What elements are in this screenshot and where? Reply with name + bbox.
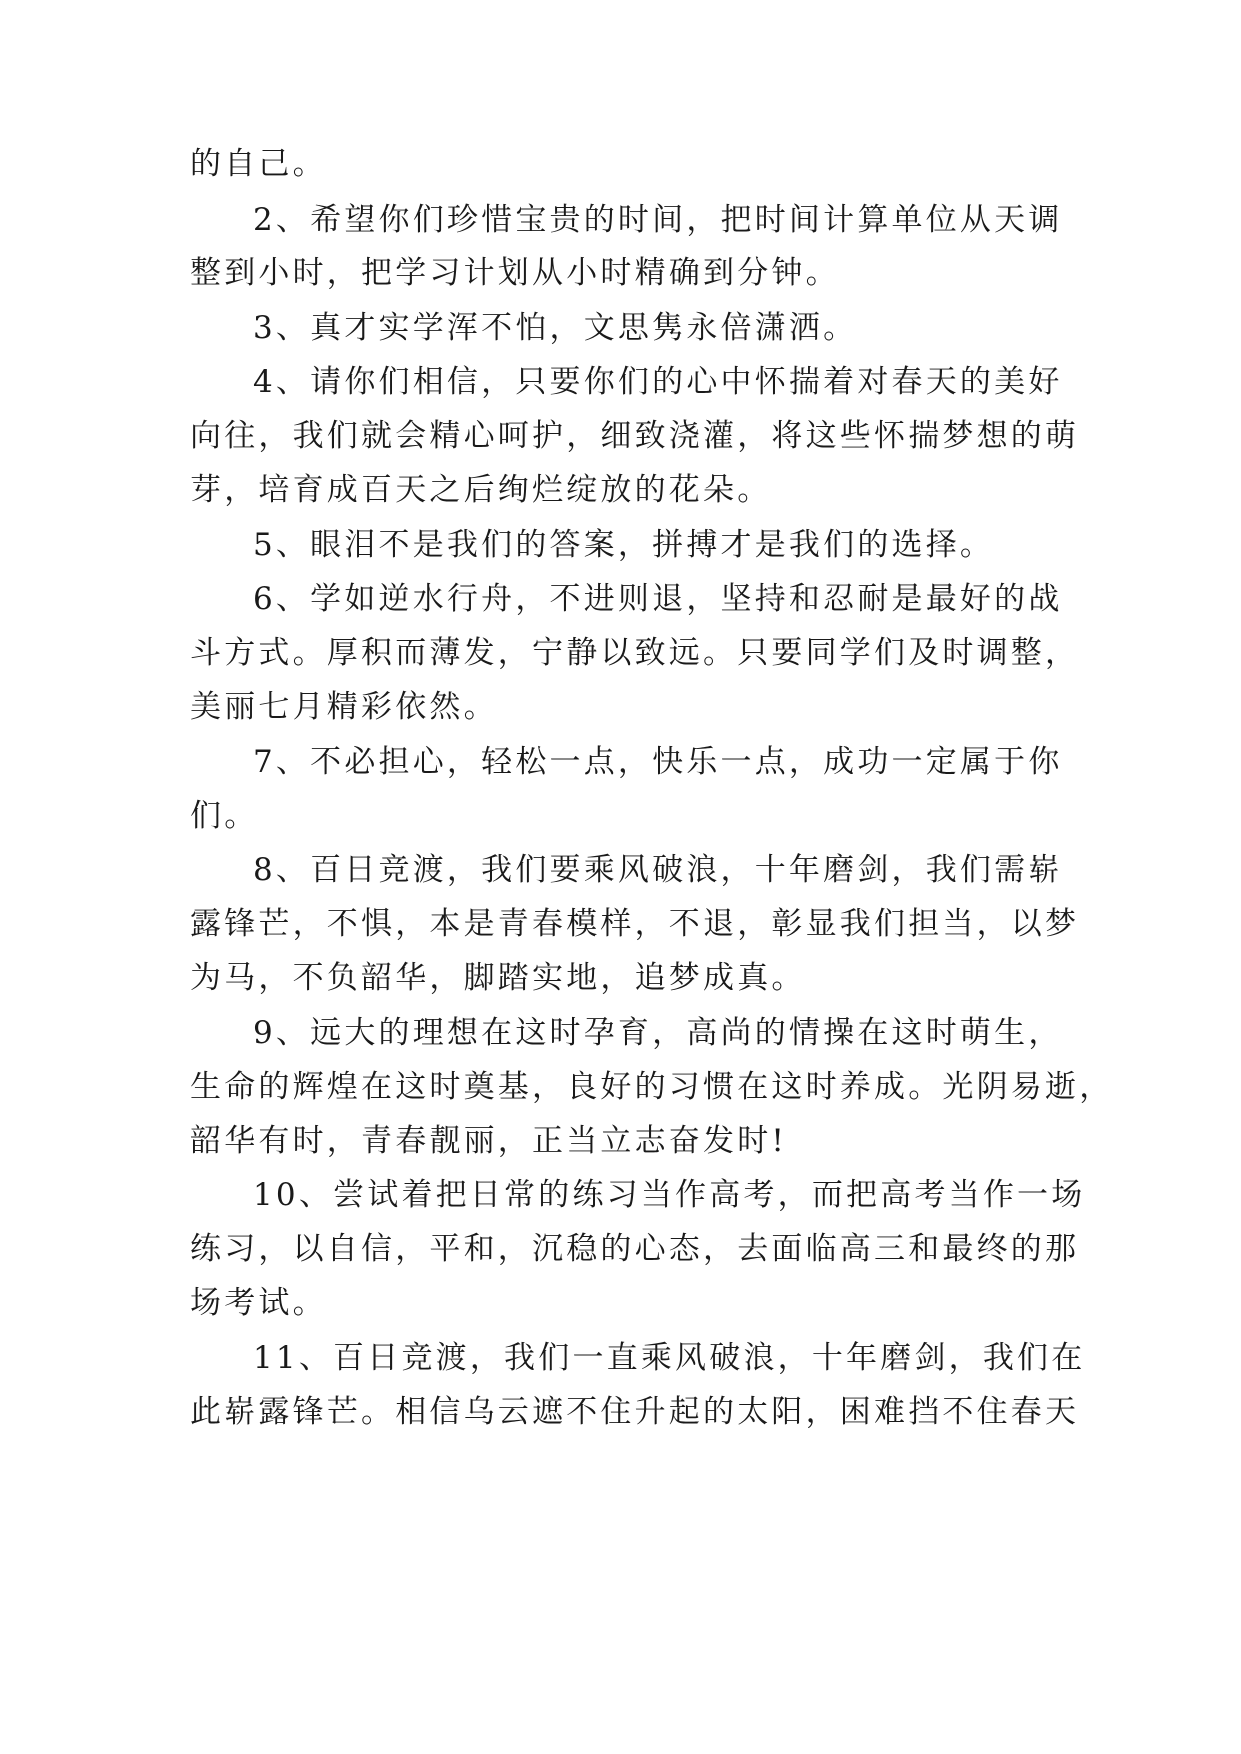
- text-line: 练习，以自信，平和，沉稳的心态，去面临高三和最终的那: [190, 1231, 1080, 1267]
- text-line: 11、百日竞渡，我们一直乘风破浪，十年磨剑，我们在: [253, 1340, 1086, 1376]
- text-line: 2、希望你们珍惜宝贵的时间，把时间计算单位从天调: [253, 202, 1063, 238]
- text-line: 此崭露锋芒。相信乌云遮不住升起的太阳，困难挡不住春天: [190, 1394, 1080, 1430]
- text-line: 5、眼泪不是我们的答案，拼搏才是我们的选择。: [253, 527, 995, 563]
- text-line: 芽，培育成百天之后绚烂绽放的花朵。: [190, 472, 772, 508]
- text-line: 生命的辉煌在这时奠基，良好的习惯在这时养成。光阴易逝，: [190, 1069, 1114, 1105]
- text-line: 向往，我们就会精心呵护，细致浇灌，将这些怀揣梦想的萌: [190, 418, 1080, 454]
- text-line: 的自己。: [190, 146, 327, 182]
- text-line: 韶华有时，青春靓丽，正当立志奋发时!: [190, 1123, 788, 1159]
- text-line: 美丽七月精彩依然。: [190, 689, 498, 725]
- text-line: 整到小时，把学习计划从小时精确到分钟。: [190, 255, 840, 291]
- text-line: 场考试。: [190, 1285, 327, 1321]
- text-line: 斗方式。厚积而薄发，宁静以致远。只要同学们及时调整，: [190, 635, 1080, 671]
- text-line: 们。: [190, 798, 259, 834]
- text-line: 8、百日竞渡，我们要乘风破浪，十年磨剑，我们需崭: [253, 852, 1063, 888]
- text-line: 6、学如逆水行舟，不进则退，坚持和忍耐是最好的战: [253, 581, 1063, 617]
- text-line: 10、尝试着把日常的练习当作高考，而把高考当作一场: [253, 1177, 1086, 1213]
- text-line: 7、不必担心，轻松一点，快乐一点，成功一定属于你: [253, 744, 1063, 780]
- text-line: 为马，不负韶华，脚踏实地，追梦成真。: [190, 960, 806, 996]
- text-line: 3、真才实学浑不怕，文思隽永倍潇洒。: [253, 310, 858, 346]
- text-line: 4、请你们相信，只要你们的心中怀揣着对春天的美好: [253, 364, 1063, 400]
- text-line: 9、远大的理想在这时孕育，高尚的情操在这时萌生，: [253, 1015, 1063, 1051]
- text-line: 露锋芒，不惧，本是青春模样，不退，彰显我们担当，以梦: [190, 906, 1080, 942]
